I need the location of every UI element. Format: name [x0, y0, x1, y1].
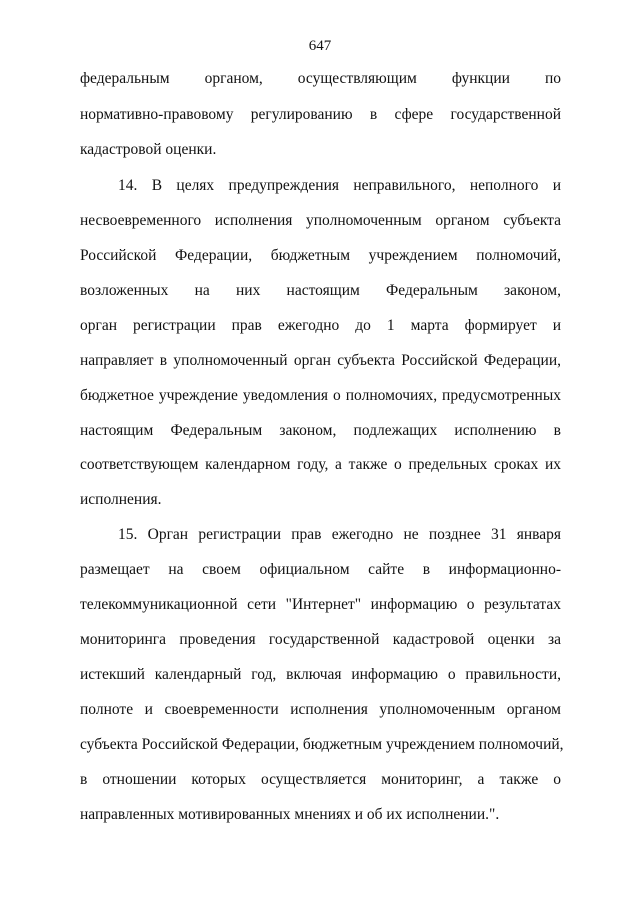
text-line: федеральным органом, осуществляющим функции по	[80, 70, 561, 87]
text-line: направленных мотивированных мнениях и об их исполнении.".	[80, 806, 500, 823]
text-line: субъекта Российской Федерации, бюджетным учреждением полномочий,	[80, 736, 564, 753]
text-line: исполнения.	[80, 491, 162, 508]
text-line: истекший календарный год, включая информацию о правильности,	[80, 666, 561, 683]
page-number: 647	[308, 38, 332, 54]
text-line: направляет в уполномоченный орган субъекта Российской Федерации,	[80, 352, 561, 369]
paragraph-14-first-line: 14. В целях предупреждения неправильного, неполного и	[118, 177, 561, 194]
text-line: несвоевременного исполнения уполномоченным органом субъекта	[80, 212, 561, 229]
text-line: в отношении которых осуществляется мониторинг, а также о	[80, 771, 561, 788]
text-line: мониторинга проведения государственной кадастровой оценки за	[80, 631, 561, 648]
text-line: настоящим Федеральным законом, подлежащих исполнению в	[80, 422, 561, 439]
text-line: кадастровой оценки.	[80, 141, 217, 158]
text-line: орган регистрации прав ежегодно до 1 марта формирует и	[80, 317, 561, 334]
text-line: соответствующем календарном году, а также о предельных сроках их	[80, 456, 561, 473]
text-line: нормативно-правовому регулированию в сфере государственной	[80, 106, 561, 123]
text-line: бюджетное учреждение уведомления о полномочиях, предусмотренных	[80, 387, 561, 404]
text-line: телекоммуникационной сети "Интернет" информацию о результатах	[80, 596, 561, 613]
paragraph-15-first-line: 15. Орган регистрации прав ежегодно не позднее 31 января	[118, 526, 561, 543]
text-line: Российской Федерации, бюджетным учреждением полномочий,	[80, 247, 561, 264]
text-line: размещает на своем официальном сайте в информационно-	[80, 561, 561, 578]
text-line: полноте и своевременности исполнения уполномоченным органом	[80, 701, 561, 718]
text-line: возложенных на них настоящим Федеральным законом,	[80, 282, 561, 299]
